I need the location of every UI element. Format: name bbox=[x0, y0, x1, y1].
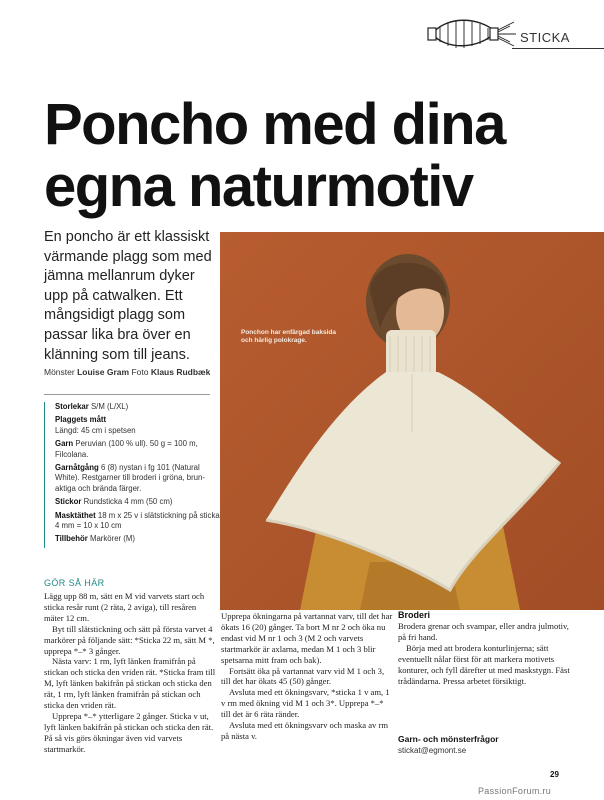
paragraph: Upprepa ökningarna på vartannat varv, till det har ökats 16 (20) gånger. Ta bort M nr 2 och öka nu endast vid M nr 1 och 3 (M 2 och varvets startmarkör är axlarna, medan M 1 och 3 blir spetsarna mitt fram och bak). bbox=[221, 611, 393, 665]
section-label: STICKA bbox=[520, 30, 570, 45]
fact-gauge: Masktäthet 18 m x 25 v i slätstickning på sticka 4 mm = 10 x 10 cm bbox=[55, 510, 220, 531]
fact-needles: Stickor Rundsticka 4 mm (50 cm) bbox=[55, 497, 173, 507]
page-number: 29 bbox=[550, 770, 559, 779]
paragraph: Nästa varv: 1 rm, lyft länken framifrån på stickan och sticka den vriden rät. *Sticka fram till M, lyft länken bakifrån på stickan och sticka den rät, 1 rm, lyft länken framifrån på stickan och sticka den vriden rät. bbox=[44, 656, 216, 711]
paragraph: Avsluta med ett ökningsvarv och maska av rm på nästa v. bbox=[221, 720, 389, 741]
credit-designer: Louise Gram bbox=[77, 367, 130, 377]
credit-label-pattern: Mönster bbox=[44, 367, 75, 377]
paragraph: Upprepa *–* ytterligare 2 gånger. Sticka v ut, lyft länken bakifrån på stickan och sticka den rät. På så vis görs ökningar även vid varvets startmarkör. bbox=[44, 710, 214, 754]
contact-email: stickat@egmont.se bbox=[398, 746, 467, 755]
paragraph: Fortsätt öka på vartannat varv vid M 1 och 3, till det har ökats 45 (50) gånger. bbox=[221, 665, 385, 687]
embroidery-column bbox=[398, 621, 570, 686]
credit-label-photo: Foto bbox=[131, 367, 149, 377]
divider bbox=[44, 394, 210, 395]
section-rule bbox=[512, 48, 604, 49]
poncho-photo bbox=[220, 232, 604, 610]
fact-yarn-amount: Garnåtgång 6 (8) nystan i fg 101 (Natural White). Restgarner till broderi i gröna, brun-aktiga och brända färger. bbox=[55, 463, 205, 493]
watermark: PassionForum.ru bbox=[478, 786, 552, 796]
pattern-facts bbox=[44, 402, 225, 548]
paragraph: Avsluta med ett ökningsvarv, *sticka 1 v am, 1 v rm med ökning vid M 1 och 3*. Upprepa *–* till det är 6 räta ränder. bbox=[221, 687, 390, 720]
instructions-column-1 bbox=[44, 591, 216, 755]
article-title bbox=[44, 94, 584, 218]
photo-caption: Ponchon har enfärgad baksida och härlig polokrage. bbox=[241, 329, 336, 344]
fact-sizes: Storlekar S/M (L/XL) bbox=[55, 402, 129, 411]
title-line-2: egna naturmotiv bbox=[44, 154, 473, 219]
title-line-1: Poncho med dina bbox=[44, 92, 505, 157]
lead-paragraph: En poncho är ett klassiskt värmande plagg som med jämna mellanrum dyker upp på catwalken. Ett mångsidigt plagg som passar lika bra över en klänning som till jeans. bbox=[44, 229, 212, 363]
paragraph: Brodera grenar och svampar, eller andra julmotiv, på fri hand. bbox=[398, 621, 569, 642]
paragraph: Börja med att brodera konturlinjerna; sätt eventuellt nålar först för att markera motivets konturer, och fyll därefter ut med maskstygn. Fäst trådändarna. Pressa arbetet försiktigt. bbox=[398, 642, 570, 686]
fact-accessories: Tillbehör Markörer (M) bbox=[55, 534, 135, 544]
paragraph: Lägg upp 88 m, sätt en M vid varvets start och sticka resår runt (2 räta, 2 aviga), till resåren mäter 12 cm. bbox=[44, 591, 205, 623]
contact-heading: Garn- och mönsterfrågor bbox=[398, 734, 499, 744]
yarn-skein-icon bbox=[426, 14, 518, 54]
instructions-heading: GÖR SÅ HÄR bbox=[44, 578, 105, 588]
credit-line bbox=[44, 367, 210, 377]
credit-photographer: Klaus Rudbæk bbox=[150, 367, 211, 377]
instructions-column-2 bbox=[221, 611, 393, 742]
embroidery-heading: Broderi bbox=[398, 610, 431, 620]
fact-measurements: Plaggets mått Längd: 45 cm i spetsen bbox=[55, 415, 136, 435]
paragraph: Byt till slätstickning och sätt på första varvet 4 markörer på följande sätt: *Sticka 22 m, sätt M *, upprepa *–* 3 gånger. bbox=[44, 623, 215, 656]
fact-yarn: Garn Peruvian (100 % ull). 50 g = 100 m, Filcolana. bbox=[55, 439, 198, 459]
